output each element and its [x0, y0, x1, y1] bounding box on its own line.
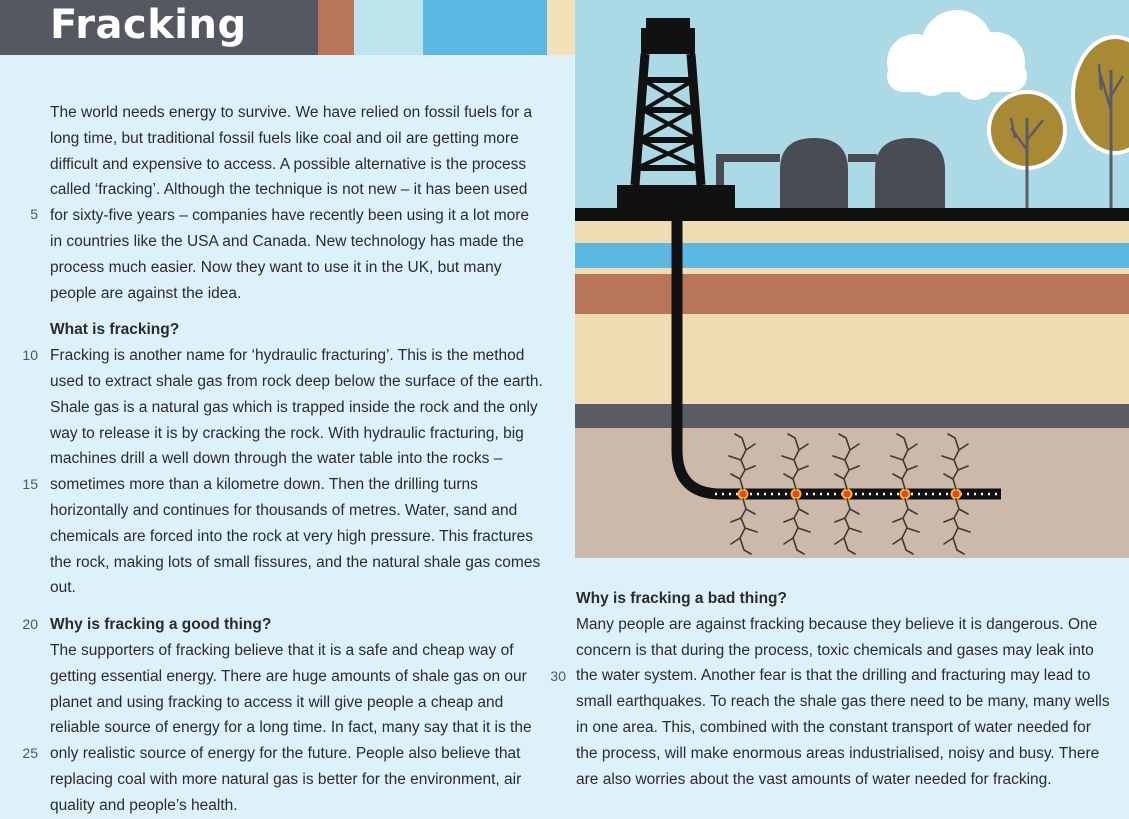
line-number-15: 15	[22, 476, 38, 492]
clay-layer	[575, 274, 1129, 314]
bad-thing-paragraph: Many people are against fracking because they believe it is dangerous. One concern is that during the process, toxic chemicals and gases may leak into the water system. Another fear is that the drilling and fracturing may lead to small earthquakes. To reach the shale gas there need to be many, many wells in one area. This, combined with the constant transport of water needed for the process, will make enormous areas industrialised, noisy and busy. There are also worries about the vast amounts of water needed for fracking.	[576, 615, 1110, 788]
good-thing-paragraph: The supporters of fracking believe that it is a safe and cheap way of getting essential energy. There are huge amounts of shale gas on our planet and using fracking to access it will give people a cheap and reliable source of energy for a long time. In fact, many say that it is the only realistic source of energy for the future. People also believe that replacing coal with more natural gas is better for the environment, air quality and people’s health.	[50, 641, 532, 814]
line-number-5: 5	[30, 206, 38, 222]
bad-thing-heading: Why is fracking a bad thing?	[576, 590, 787, 607]
left-column	[50, 100, 545, 819]
line-number-30: 30	[550, 668, 566, 684]
page-title: Fracking	[50, 2, 247, 48]
line-number-10: 10	[22, 347, 38, 363]
shale-cap-layer	[575, 404, 1129, 428]
line-number-20: 20	[22, 616, 38, 632]
ground-surface	[575, 208, 1129, 221]
water-table-layer	[575, 243, 1129, 268]
line-number-25: 25	[22, 745, 38, 761]
what-is-fracking-paragraph: Fracking is another name for ‘hydraulic fracturing’. This is the method used to extract shale gas from rock deep below the surface of the earth. Shale gas is a natural gas which is trapped inside the rock and the only way to release it is by cracking the rock. With hydraulic fracturing, big machines drill a well down through the water table into the rocks – sometimes more than a kilometre down. Then the drilling turns horizontally and continues for thousands of metres. Water, sand and chemicals are forced into the rock at very high pressure. This fractures the rock, making lots of small fissures, and the natural shale gas comes out.	[50, 347, 543, 597]
sandstone-layer	[575, 314, 1129, 404]
swatch-light-blue	[354, 0, 423, 55]
swatch-brown	[318, 0, 354, 55]
swatch-blue	[423, 0, 547, 55]
right-column	[576, 586, 1111, 792]
page-header	[0, 0, 575, 55]
sand-layer	[575, 221, 1129, 243]
what-is-fracking-heading: What is fracking?	[50, 321, 180, 339]
intro-paragraph: The world needs energy to survive. We have relied on fossil fuels for a long time, but traditional fossil fuels like coal and oil are getting more difficult and expensive to access. A possible alternative is the process called ‘fracking’. Although the technique is not new – it has been used for sixty-five years – companies have recently been using it a lot more in countries like the USA and Canada. New technology has made the process much easier. Now they want to use it in the UK, but many people are against the idea.	[50, 104, 533, 302]
swatch-cream	[547, 0, 575, 55]
fracking-illustration	[575, 0, 1129, 558]
good-thing-heading: Why is fracking a good thing?	[50, 616, 272, 634]
